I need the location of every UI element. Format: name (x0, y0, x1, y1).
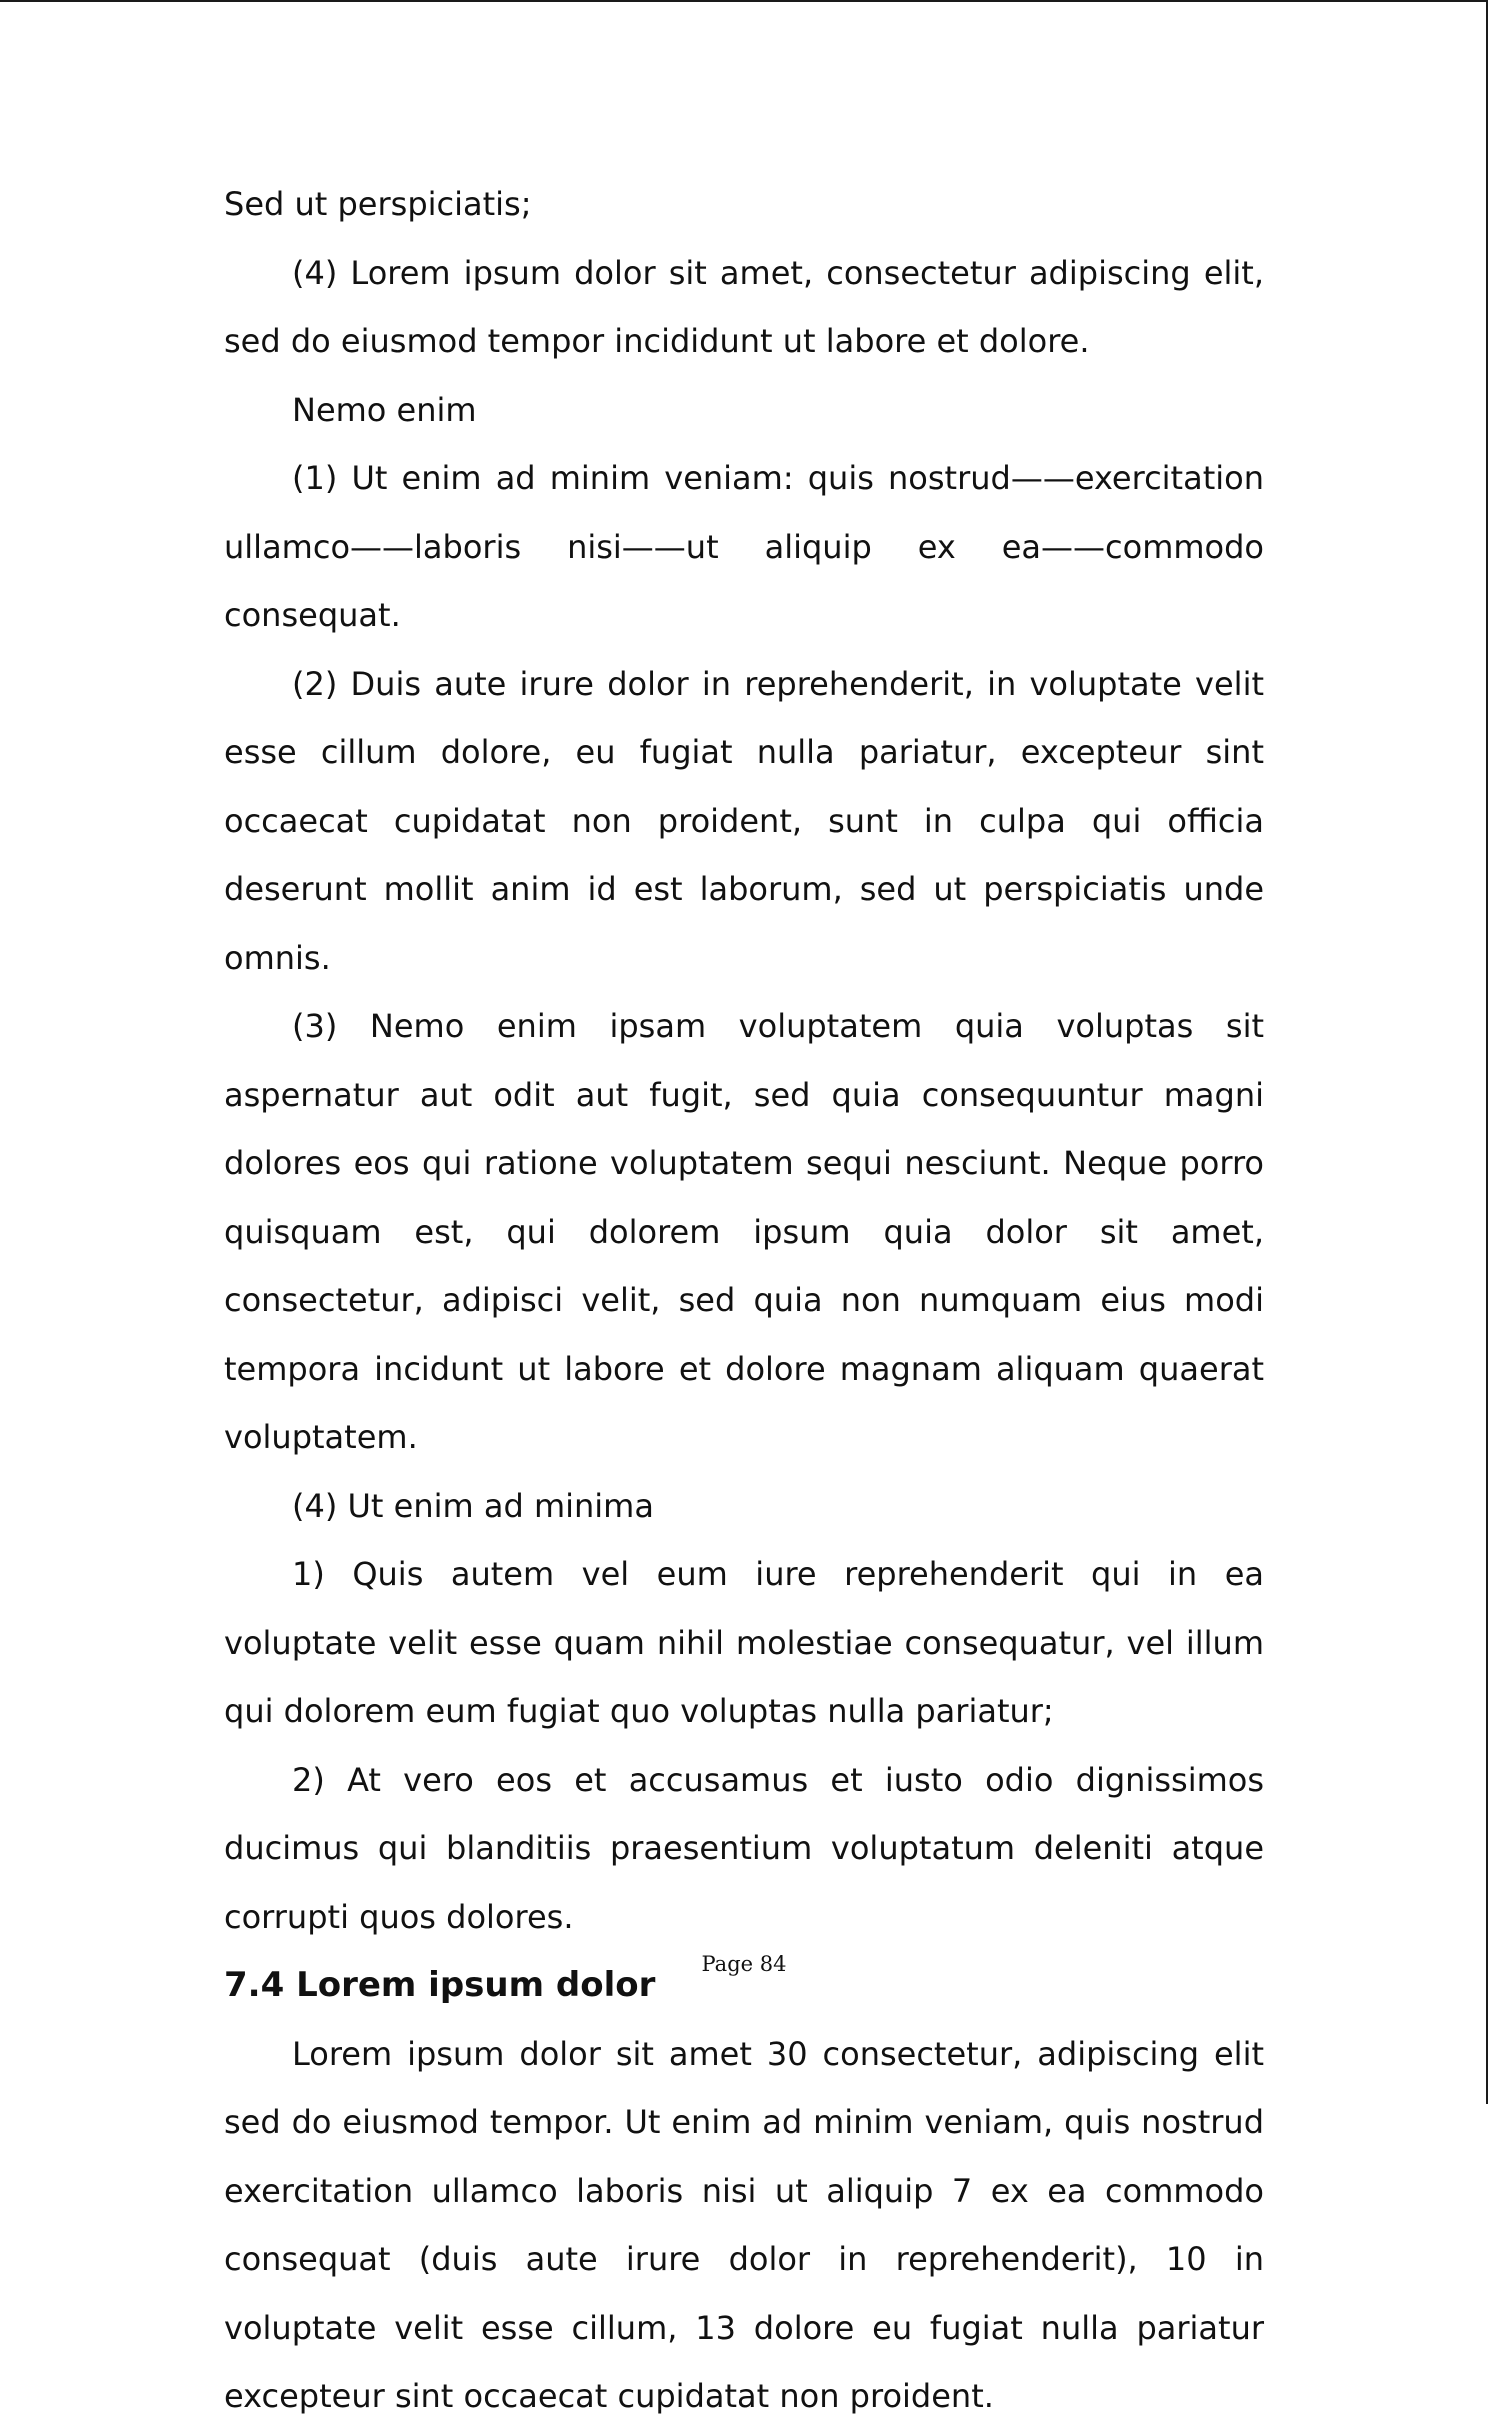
paragraph-wall-step-4: (4) Lorem ipsum dolor sit amet, consectetur adipiscing elit, sed do eiusmod tempor incididunt ut labore et dolore. (224, 253, 1264, 360)
section-heading-schedule: 7.4 Lorem ipsum dolor (224, 1965, 656, 2005)
paragraph-ditch-step-3: (3) Nemo enim ipsam voluptatem quia voluptas sit aspernatur aut odit aut fugit, sed quia consequuntur magni dolores eos qui ratione voluptatem sequi nesciunt. Neque porro quisquam est, qui dolorem ipsum quia dolor sit amet, consectetur, adipisci velit, sed quia non numquam eius modi tempora incidunt ut labore et dolore magnam aliquam quaerat voluptatem. (224, 1007, 1264, 1456)
paragraph-ditch-bottom-1: 1) Quis autem vel eum iure reprehenderit qui in ea voluptate velit esse quam nihil molestiae consequatur, vel illum qui dolorem eum fugiat quo voluptas nulla pariatur; (224, 1555, 1264, 1730)
paragraph-ditch-step-2: (2) Duis aute irure dolor in reprehenderit, in voluptate velit esse cillum dolore, eu fugiat nulla pariatur, excepteur sint occaecat cupidatat non proident, sunt in culpa qui officia deserunt mollit anim id est laborum, sed ut perspiciatis unde omnis. (224, 664, 1264, 977)
paragraph-schedule: Lorem ipsum dolor sit amet 30 consectetur, adipiscing elit sed do eiusmod tempor. Ut enim ad minim veniam, quis nostrud exercitation ullamco laboris nisi ut aliquip 7 ex ea commodo consequat (duis aute irure dolor in reprehenderit), 10 in voluptate velit esse cillum, 13 dolore eu fugiat nulla pariatur excepteur sint occaecat cupidatat non proident. (224, 2034, 1264, 2415)
paragraph-ditch-bottom-2: 2) At vero eos et accusamus et iusto odio dignissimos ducimus qui blanditiis praesentium voluptatum deleniti atque corrupti quos dolores. (224, 1760, 1264, 1936)
subheading-ditch-bottom: (4) Ut enim ad minima (292, 1486, 654, 1525)
subheading-ditch: Nemo enim (292, 390, 477, 429)
document-body (224, 170, 1264, 2431)
top-border-line (0, 0, 1488, 2)
page-number: Page 84 (701, 1952, 787, 1976)
paragraph-continuation: Sed ut perspiciatis; (224, 185, 532, 223)
paragraph-ditch-step-1: (1) Ut enim ad minim veniam: quis nostrud——exercitation ullamco——laboris nisi——ut aliquip ex ea——commodo consequat. (224, 459, 1264, 634)
